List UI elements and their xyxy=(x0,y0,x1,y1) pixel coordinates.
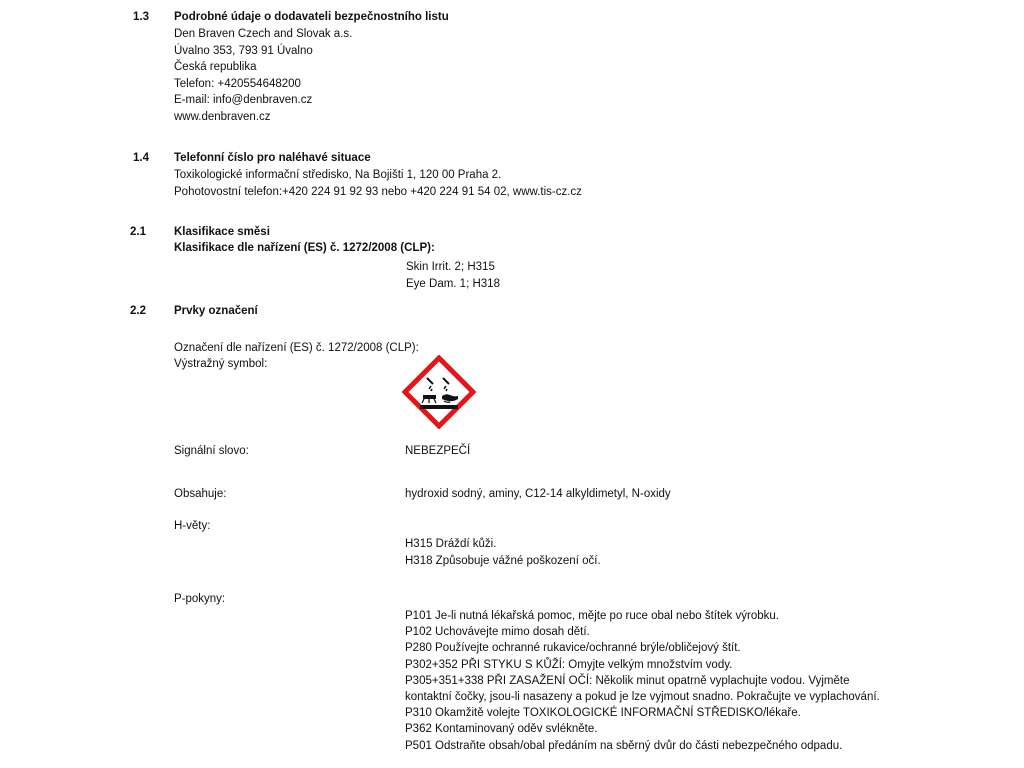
hazard-symbol-label: Výstražný symbol: xyxy=(174,358,268,370)
emergency-details xyxy=(174,167,582,200)
supplier-company: Den Braven Czech and Slovak a.s. xyxy=(174,28,353,40)
section-2-1-number: 2.1 xyxy=(130,226,146,238)
supplier-country: Česká republika xyxy=(174,61,257,73)
h-statements-label: H-věty: xyxy=(174,520,211,532)
p-statement: P101 Je-li nutná lékařská pomoc, mějte po ruce obal nebo štítek výrobku. xyxy=(405,610,779,622)
section-2-1-title: Klasifikace směsi xyxy=(174,226,270,238)
classification-list xyxy=(406,259,500,292)
classification-item: Eye Dam. 1; H318 xyxy=(406,277,500,290)
p-statement: P102 Uchovávejte mimo dosah dětí. xyxy=(405,626,590,639)
contains-value: hydroxid sodný, aminy, C12-14 alkyldimetyl, N-oxidy xyxy=(405,488,671,500)
corrosion-pictogram-icon xyxy=(402,355,476,429)
section-1-4-title: Telefonní číslo pro naléhavé situace xyxy=(174,152,371,164)
p-statement: P302+352 PŘI STYKU S KŮŽÍ: Omyjte velkým množstvím vody. xyxy=(405,658,733,671)
p-statement: P362 Kontaminovaný oděv svlékněte. xyxy=(405,723,598,736)
section-1-4-number: 1.4 xyxy=(133,152,149,164)
h-statement: H318 Způsobuje vážné poškození očí. xyxy=(405,554,601,567)
p-statement: P310 Okamžitě volejte TOXIKOLOGICKÉ INFORMAČNÍ STŘEDISKO/lékaře. xyxy=(405,707,801,720)
p-statements-label: P-pokyny: xyxy=(174,593,226,605)
supplier-phone: Telefon: +420554648200 xyxy=(174,77,301,90)
contains-label: Obsahuje: xyxy=(174,488,227,500)
p-statement: P305+351+338 PŘI ZASAŽENÍ OČÍ: Několik minut opatrně vyplachujte vodou. Vyjměte xyxy=(405,674,850,687)
p-statement: P501 Odstraňte obsah/obal předáním na sběrný dvůr do části nebezpečného odpadu. xyxy=(405,739,843,752)
section-1-3-title: Podrobné údaje o dodavateli bezpečnostního listu xyxy=(174,11,449,23)
h-statement: H315 Dráždí kůži. xyxy=(405,538,497,550)
classification-item: Skin Irrit. 2; H315 xyxy=(406,261,495,273)
p-statement: P280 Používejte ochranné rukavice/ochranné brýle/obličejový štít. xyxy=(405,642,741,655)
signal-word-label: Signální slovo: xyxy=(174,445,249,457)
signal-word-value: NEBEZPEČÍ xyxy=(405,445,471,457)
p-statements-list xyxy=(405,608,880,754)
supplier-website: www.denbraven.cz xyxy=(174,110,271,123)
section-2-2-title: Prvky označení xyxy=(174,305,258,317)
emergency-phone: Pohotovostní telefon:+420 224 91 92 93 nebo +420 224 91 54 02, www.tis-cz.cz xyxy=(174,185,582,198)
supplier-details xyxy=(174,26,352,125)
labelling-regulation: Označení dle nařízení (ES) č. 1272/2008 (CLP): xyxy=(174,342,419,354)
emergency-center: Toxikologické informační středisko, Na Bojišti 1, 120 00 Praha 2. xyxy=(174,169,502,181)
supplier-address: Úvalno 353, 793 91 Úvalno xyxy=(174,44,313,57)
section-2-2-number: 2.2 xyxy=(130,305,146,317)
h-statements-list xyxy=(405,536,601,569)
classification-regulation: Klasifikace dle nařízení (ES) č. 1272/2008 (CLP): xyxy=(174,242,435,254)
section-1-3-number: 1.3 xyxy=(133,11,149,23)
p-statement: kontaktní čočky, jsou-li nasazeny a pokud je lze vyjmout snadno. Pokračujte ve vyplachování. xyxy=(405,691,880,704)
supplier-email: E-mail: info@denbraven.cz xyxy=(174,94,313,106)
